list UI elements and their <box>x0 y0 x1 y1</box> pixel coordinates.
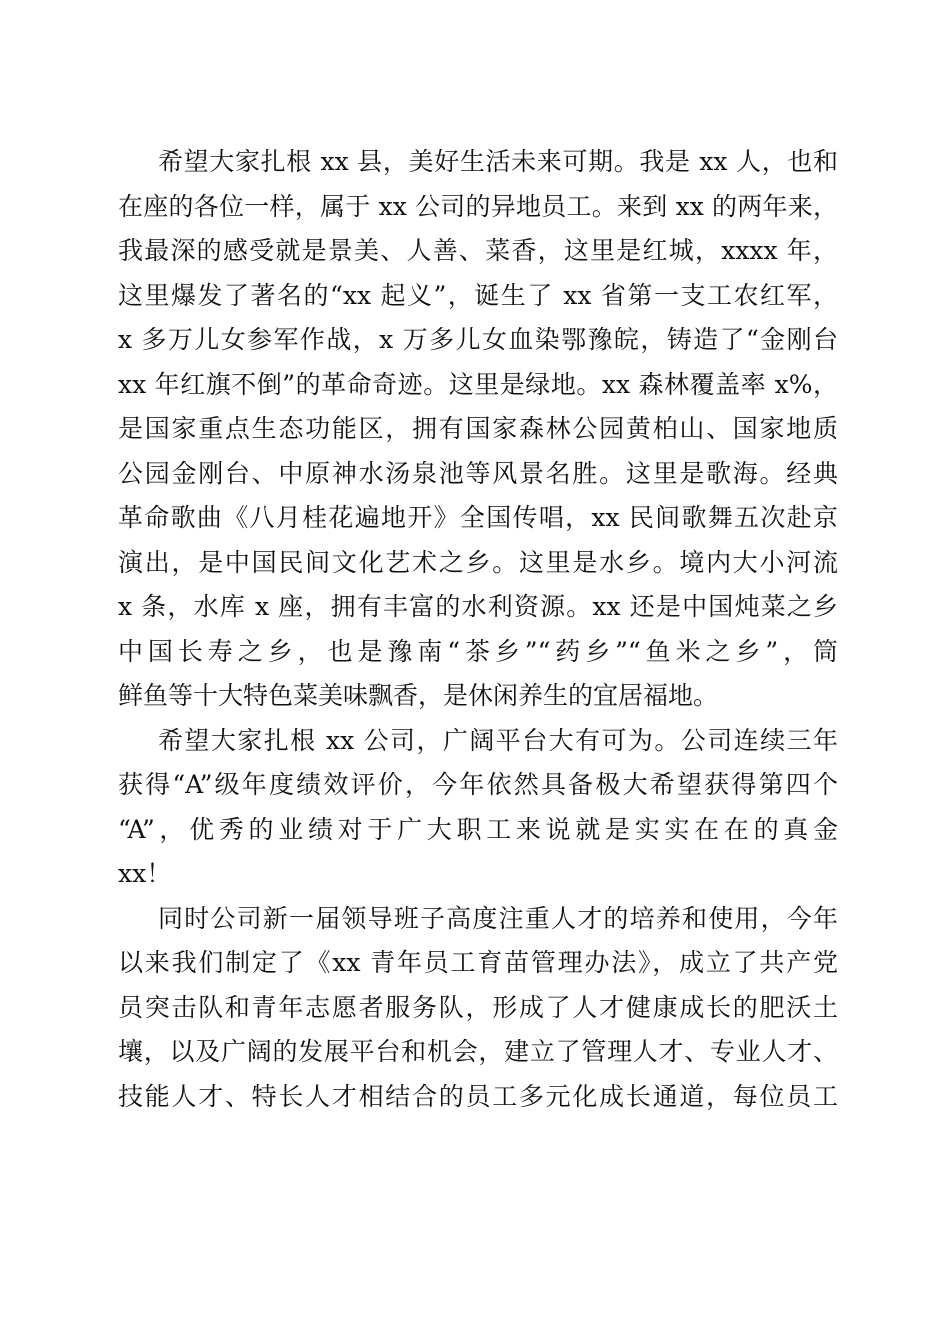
text-line: 希望大家扎根 xx 公司，广阔平台大有可为。公司连续三年 <box>158 725 838 755</box>
paragraph-3 <box>118 897 838 1120</box>
paragraph-2 <box>118 719 838 897</box>
text-line: 我最深的感受就是景美、人善、菜香，这里是红城，xxxx 年， <box>118 236 838 265</box>
text-line: xx 年红旗不倒”的革命奇迹。这里是绿地。xx 森林覆盖率 x%， <box>118 369 838 399</box>
body-text <box>118 140 838 1119</box>
text-line: x 多万儿女参军作战，x 万多儿女血染鄂豫皖，铸造了“金刚台 <box>118 325 838 354</box>
text-line: 这里爆发了著名的“xx 起义”，诞生了 xx 省第一支工农红军， <box>118 280 838 310</box>
text-line: 以来我们制定了《xx 青年员工育苗管理办法》，成立了共产党 <box>118 948 838 977</box>
text-line: “A”，优秀的业绩对于广大职工来说就是实实在在的真金 <box>118 814 838 844</box>
text-line: 鲜鱼等十大特色菜美味飘香，是休闲养生的宜居福地。 <box>118 681 719 710</box>
text-line: 演出，是中国民间文化艺术之乡。这里是水乡。境内大小河流 <box>118 547 838 577</box>
paragraph-1 <box>118 140 838 719</box>
text-line: 员突击队和青年志愿者服务队，形成了人才健康成长的肥沃土 <box>118 992 838 1022</box>
text-line: 公园金刚台、中原神水汤泉池等风景名胜。这里是歌海。经典 <box>118 458 838 488</box>
text-line: 在座的各位一样，属于 xx 公司的异地员工。来到 xx 的两年来， <box>118 191 838 221</box>
text-line: 中国长寿之乡，也是豫南“茶乡”“药乡”“鱼米之乡”，筒 <box>118 636 838 666</box>
text-line: 革命歌曲《八月桂花遍地开》全国传唱，xx 民间歌舞五次赴京 <box>118 503 838 532</box>
text-line: 获得“A”级年度绩效评价，今年依然具备极大希望获得第四个 <box>118 770 838 799</box>
text-line: x 条，水库 x 座，拥有丰富的水利资源。xx 还是中国炖菜之乡 <box>118 592 838 621</box>
text-line: 壤，以及广阔的发展平台和机会，建立了管理人才、专业人才、 <box>118 1037 838 1066</box>
text-line: 技能人才、特长人才相结合的员工多元化成长通道，每位员工 <box>118 1081 838 1111</box>
text-line: 同时公司新一届领导班子高度注重人才的培养和使用，今年 <box>158 903 838 933</box>
text-line: 是国家重点生态功能区，拥有国家森林公园黄柏山、国家地质 <box>118 414 838 443</box>
text-line: 希望大家扎根 xx 县，美好生活未来可期。我是 xx 人，也和 <box>158 147 838 176</box>
text-line: xx！ <box>118 859 172 888</box>
